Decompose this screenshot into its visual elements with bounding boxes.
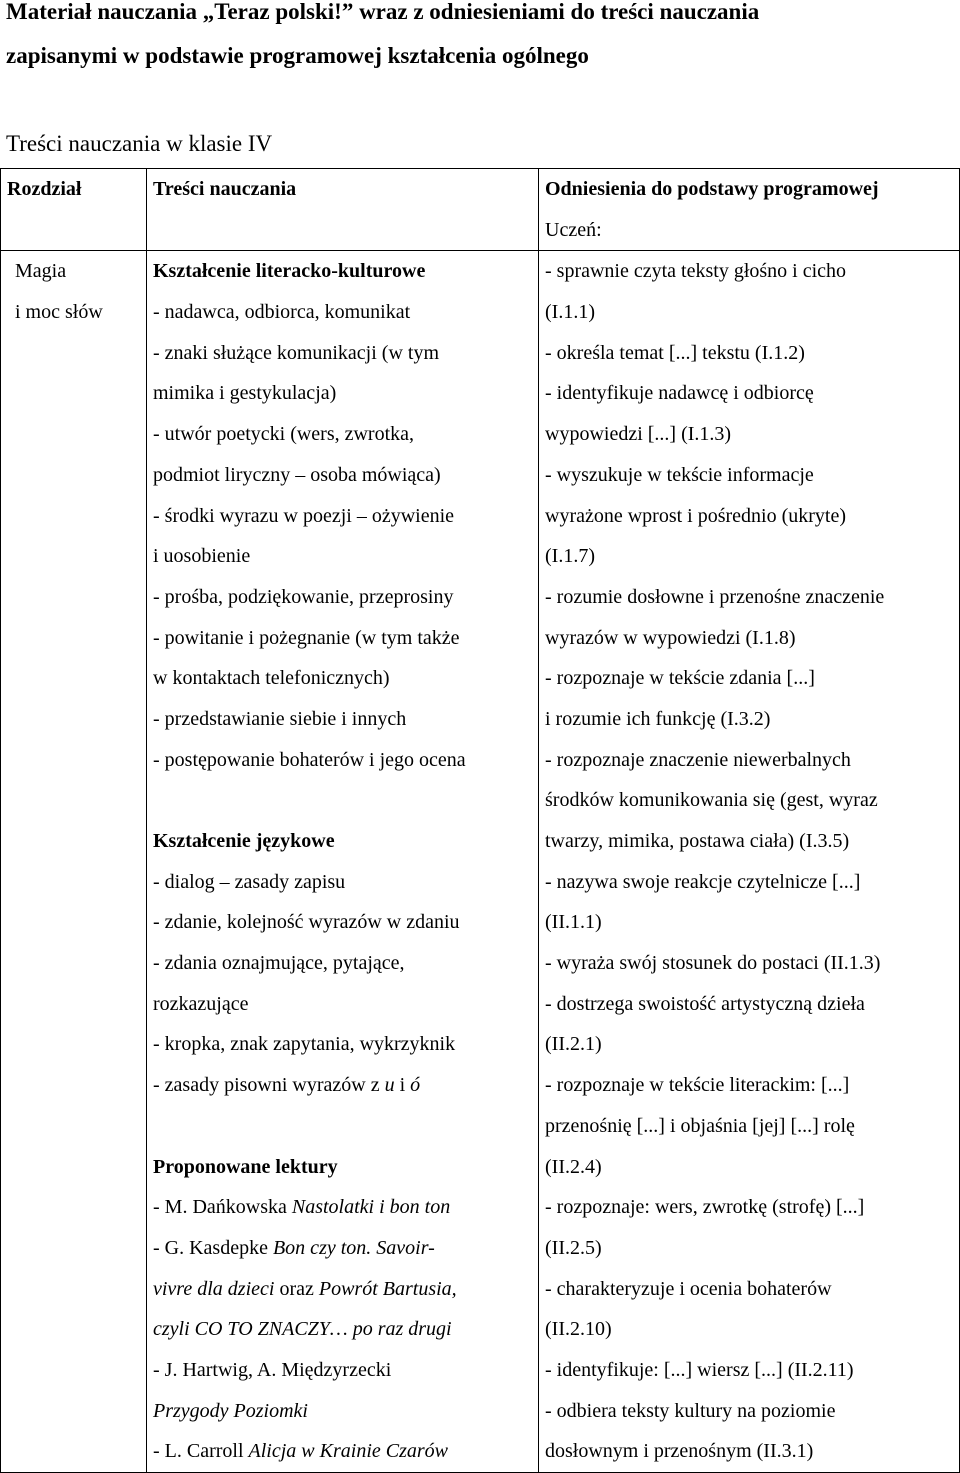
spacer (153, 1106, 538, 1147)
reading-item-continued (153, 1309, 538, 1350)
reference-line: (II.1.1) (545, 911, 602, 934)
reference-line: - rozpoznaje w tekście zdania [...] (545, 667, 815, 690)
conjunction: i (394, 1074, 411, 1097)
reading-title: Alicja w Krainie Czarów (248, 1440, 448, 1463)
content-line: - zdanie, kolejność wyrazów w zdaniu (153, 911, 460, 934)
conjunction: oraz (274, 1277, 319, 1300)
letter-o-acute: ó (410, 1074, 421, 1097)
reference-line: - określa temat [...] tekstu (I.1.2) (545, 341, 805, 364)
reading-author: - G. Kasdepke (153, 1236, 273, 1259)
reference-line: - dostrzega swoistość artystyczną dzieła (545, 992, 865, 1015)
content-line: - środki wyrazu w poezji – ożywienie (153, 504, 455, 527)
chapter-name-line-2: i moc słów (15, 301, 103, 324)
reference-line: (II.2.10) (545, 1318, 612, 1341)
header-chapter (1, 169, 147, 251)
content-line: mimika i gestykulacja) (153, 382, 337, 405)
document-title-line-1: Materiał nauczania „Teraz polski!” wraz z odniesieniami do treści nauczania (6, 0, 760, 24)
reference-line: wyrażone wprost i pośrednio (ukryte) (545, 504, 847, 527)
curriculum-table (0, 168, 960, 1473)
reading-item-continued (153, 1269, 538, 1310)
literary-heading: Kształcenie literacko-kulturowe (153, 260, 426, 283)
content-line: - powitanie i pożegnanie (w tym także (153, 626, 460, 649)
letter-u: u (384, 1074, 395, 1097)
spelling-rule-line (153, 1065, 538, 1106)
content-cell (147, 251, 539, 1473)
spelling-rule-text: - zasady pisowni wyrazów z (153, 1074, 385, 1097)
content-line: i uosobienie (153, 545, 251, 568)
reference-line: wyrazów w wypowiedzi (I.1.8) (545, 626, 796, 649)
reference-line: - wyszukuje w tekście informacje (545, 463, 814, 486)
section-subtitle: Treści nauczania w klasie IV (6, 131, 273, 156)
reference-line: dosłownym i przenośnym (II.3.1) (545, 1440, 814, 1463)
header-student-label: Uczeń: (545, 218, 602, 241)
reading-title: Bon czy ton. Savoir- (272, 1236, 435, 1259)
reading-title: Powrót Bartusia, (318, 1277, 457, 1300)
reference-line: - rozpoznaje znaczenie niewerbalnych (545, 748, 851, 771)
reference-line: (II.2.1) (545, 1033, 602, 1056)
content-line: podmiot liryczny – osoba mówiąca) (153, 463, 441, 486)
reading-title: vivre dla dzieci (153, 1277, 275, 1300)
reference-line: - sprawnie czyta teksty głośno i cicho (545, 260, 847, 283)
content-line: w kontaktach telefonicznych) (153, 667, 390, 690)
reference-line: (I.1.7) (545, 545, 595, 568)
content-line: - kropka, znak zapytania, wykrzyknik (153, 1033, 456, 1056)
document-title-line-2: zapisanymi w podstawie programowej kształcenia ogólnego (6, 43, 589, 68)
content-line: rozkazujące (153, 992, 249, 1015)
reference-line: - identyfikuje: [...] wiersz [...] (II.2.11) (545, 1358, 854, 1381)
header-content (147, 169, 539, 251)
reference-line: - wyraża swój stosunek do postaci (II.1.3) (545, 952, 881, 975)
reference-line: (II.2.4) (545, 1155, 602, 1178)
spacer (153, 780, 538, 821)
reference-line: i rozumie ich funkcję (I.3.2) (545, 707, 771, 730)
header-content-label: Treści nauczania (153, 178, 297, 200)
table-header-row (1, 169, 960, 251)
reading-author: - M. Dańkowska (153, 1196, 292, 1219)
reading-title: czyli CO TO ZNACZY… po raz drugi (153, 1318, 452, 1341)
table-row (1, 251, 960, 1473)
reading-item (153, 1187, 538, 1228)
reading-author: - J. Hartwig, A. Międzyrzecki (153, 1358, 392, 1381)
chapter-cell (1, 251, 147, 1473)
content-line: - dialog – zasady zapisu (153, 870, 346, 893)
content-line: - przedstawianie siebie i innych (153, 707, 407, 730)
reference-line: - rozumie dosłowne i przenośne znaczenie (545, 585, 885, 608)
reading-title: Nastolatki i bon ton (291, 1196, 451, 1219)
header-chapter-label: Rozdział (7, 178, 82, 200)
reference-line: - charakteryzuje i ocenia bohaterów (545, 1277, 832, 1300)
reference-line: - odbiera teksty kultury na poziomie (545, 1399, 836, 1422)
content-line: - nadawca, odbiorca, komunikat (153, 301, 411, 324)
reading-author: - L. Carroll (153, 1440, 249, 1463)
reading-title: Przygody Poziomki (153, 1399, 308, 1422)
header-references (539, 169, 960, 251)
reference-line: - rozpoznaje: wers, zwrotkę (strofę) [...] (545, 1196, 865, 1219)
reference-line: wypowiedzi [...] (I.1.3) (545, 423, 732, 446)
language-heading: Kształcenie językowe (153, 830, 335, 852)
content-line: - zdania oznajmujące, pytające, (153, 952, 405, 975)
content-line: - prośba, podziękowanie, przeprosiny (153, 585, 454, 608)
reference-line: (I.1.1) (545, 301, 595, 324)
reading-item (153, 1228, 538, 1269)
content-line: - znaki służące komunikacji (w tym (153, 341, 440, 364)
reading-item (153, 1431, 538, 1472)
readings-heading: Proponowane lektury (153, 1155, 338, 1178)
reference-line: środków komunikowania się (gest, wyraz (545, 789, 878, 812)
references-cell (539, 251, 960, 1473)
content-line: - postępowanie bohaterów i jego ocena (153, 748, 466, 771)
reading-item-continued (153, 1391, 538, 1432)
reference-line: przenośnię [...] i objaśnia [jej] [...] rolę (545, 1114, 855, 1137)
reference-line: - rozpoznaje w tekście literackim: [...] (545, 1074, 850, 1097)
content-line: - utwór poetycki (wers, zwrotka, (153, 423, 415, 446)
reference-line: twarzy, mimika, postawa ciała) (I.3.5) (545, 830, 850, 852)
header-references-label: Odniesienia do podstawy programowej (545, 178, 879, 200)
chapter-name-line-1: Magia (15, 260, 67, 283)
reference-line: (II.2.5) (545, 1236, 602, 1259)
reference-line: - identyfikuje nadawcę i odbiorcę (545, 382, 814, 405)
reference-line: - nazywa swoje reakcje czytelnicze [...] (545, 870, 861, 893)
